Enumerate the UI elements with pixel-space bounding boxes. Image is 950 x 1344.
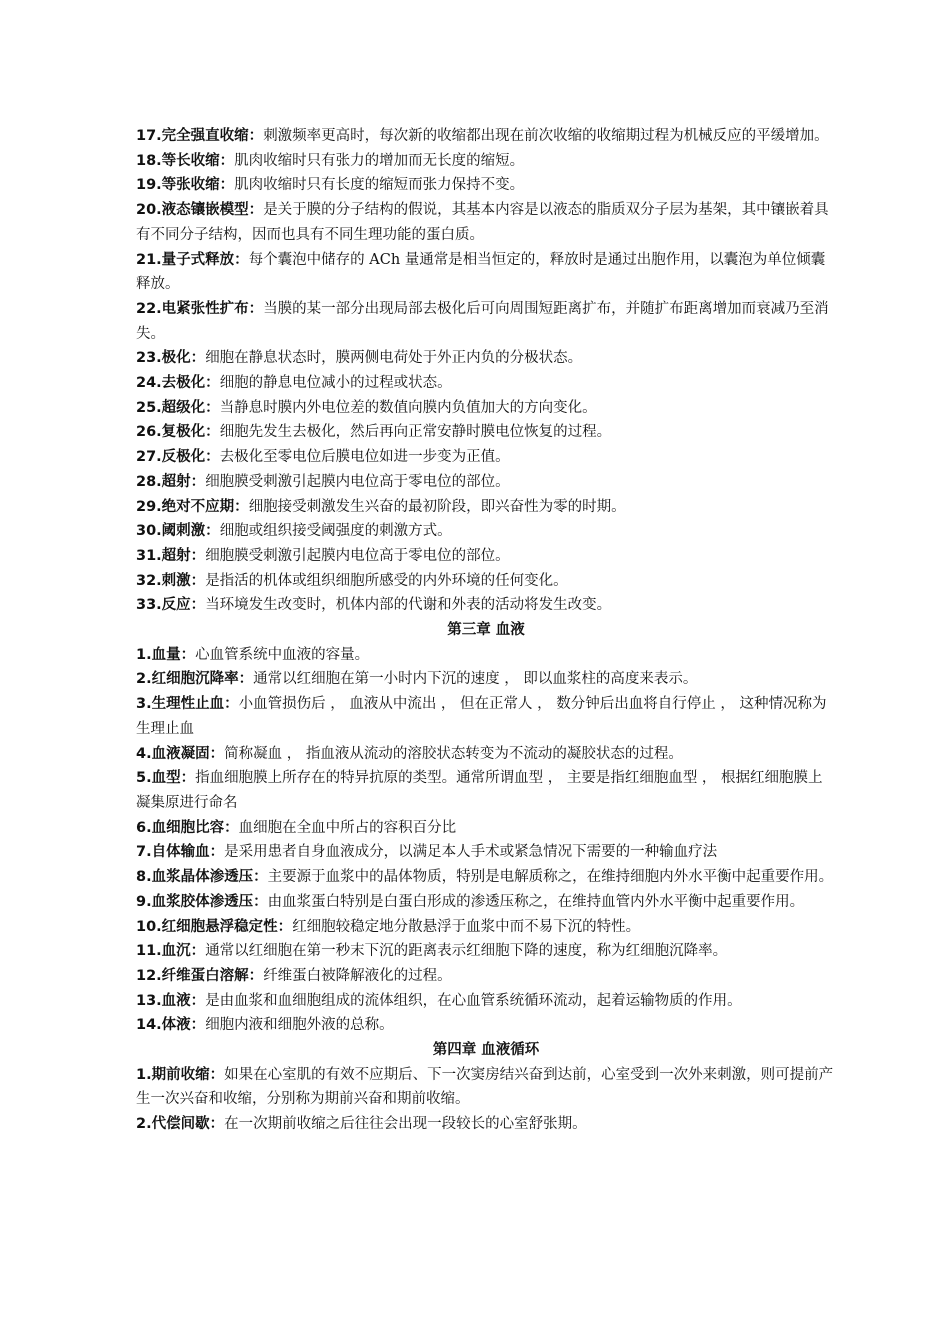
definition-text: 细胞的静息电位减小的过程或状态。 [219, 375, 452, 392]
term-label: 26.复极化： [136, 424, 220, 441]
definition-text: 每个囊泡中储存的 ACh 量通常是相当恒定的，释放时是通过出胞作用，以囊泡为单位倾囊释放。 [136, 251, 826, 293]
term-label: 9.血浆胶体渗透压： [136, 893, 268, 910]
definition-text: 肌肉收缩时只有长度的缩短而张力保持不变。 [234, 177, 525, 194]
term-label: 23.极化： [136, 350, 206, 367]
term-label: 17.完全强直收缩： [136, 128, 264, 144]
definition-entry [136, 124, 836, 149]
definition-entry [136, 1013, 836, 1038]
term-label: 19.等张收缩： [136, 177, 235, 194]
definition-entry [136, 742, 836, 767]
term-label: 33.反应： [136, 597, 206, 614]
definition-text: 纤维蛋白被降解液化的过程。 [263, 967, 452, 984]
definition-text: 心血管系统中血液的容量。 [195, 646, 370, 663]
definition-entry [136, 544, 836, 569]
chapter-heading: 第三章 血液 [447, 622, 525, 639]
definition-entry [136, 420, 836, 445]
definition-entry [136, 865, 836, 890]
definition-entry [136, 939, 836, 964]
term-label: 25.超级化： [136, 399, 220, 416]
term-label: 14.体液： [136, 1017, 206, 1034]
definition-entry [136, 915, 836, 940]
definition-text: 细胞内液和细胞外液的总称。 [205, 1017, 394, 1034]
definition-text: 指血细胞膜上所存在的特异抗原的类型。通常所谓血型 ， 主要是指红细胞血型 ， 根据红细胞膜上凝集原进行命名 [136, 770, 823, 811]
definition-text: 当环境发生改变时，机体内部的代谢和外表的活动将发生改变。 [205, 597, 612, 614]
definition-entry [136, 766, 836, 815]
definition-entry [136, 445, 836, 470]
definition-entry [136, 519, 836, 544]
definition-text: 小血管损伤后 ， 血液从中流出 ， 但在正常人 ， 数分钟后出血将自行停止 ， 这种情况称为生理止血 [136, 696, 827, 737]
term-label: 6.血细胞比容： [136, 819, 239, 836]
term-label: 8.血浆晶体渗透压： [136, 869, 268, 886]
definition-text: 主要源于血浆中的晶体物质，特别是电解质称之，在维持细胞内外水平衡中起重要作用。 [267, 869, 834, 886]
definition-entry [136, 495, 836, 520]
definition-text: 细胞先发生去极化，然后再向正常安静时膜电位恢复的过程。 [219, 424, 612, 441]
term-label: 30.阈刺激： [136, 523, 220, 540]
definition-entry [136, 667, 836, 692]
definition-entry [136, 692, 836, 741]
term-label: 1.血量： [136, 646, 196, 663]
term-label: 21.量子式释放： [136, 251, 249, 268]
definition-text: 是采用患者自身血液成分，以满足本人手术或紧急情况下需要的一种输血疗法 [224, 844, 718, 861]
chapter-heading: 第四章 血液循环 [432, 1042, 540, 1059]
definition-text: 是关于膜的分子结构的假说，其基本内容是以液态的脂质双分子层为基架，其中镶嵌着具有不同分子结构，因而也具有不同生理功能的蛋白质。 [136, 202, 829, 243]
document-page [136, 124, 836, 1137]
definition-text: 刺激频率更高时，每次新的收缩都出现在前次收缩的收缩期过程为机械反应的平缓增加。 [263, 128, 829, 144]
definition-text: 在一次期前收缩之后往往会出现一段较长的心室舒张期。 [224, 1116, 587, 1133]
definition-entry [136, 396, 836, 421]
definition-entry [136, 470, 836, 495]
definition-text: 如果在心室肌的有效不应期后、下一次窦房结兴奋到达前，心室受到一次外来刺激，则可提前产生一次兴奋和收缩，分别称为期前兴奋和期前收缩。 [136, 1066, 834, 1108]
definition-entry [136, 643, 836, 668]
term-label: 28.超射： [136, 473, 206, 490]
definition-text: 细胞膜受刺激引起膜内电位高于零电位的部位。 [205, 473, 510, 490]
term-label: 20.液态镶嵌模型： [136, 202, 264, 219]
definition-entry [136, 569, 836, 594]
term-label: 10.红细胞悬浮稳定性： [136, 918, 293, 935]
definition-entry [136, 989, 836, 1014]
definition-entry [136, 371, 836, 396]
definition-text: 通常以红细胞在第一秒末下沉的距离表示红细胞下降的速度，称为红细胞沉降率。 [205, 943, 728, 960]
term-label: 32.刺激： [136, 572, 206, 589]
term-label: 7.自体输血： [136, 844, 225, 861]
definition-text: 去极化至零电位后膜电位如进一步变为正值。 [219, 449, 510, 466]
definition-text: 简称凝血 ， 指血液从流动的溶胶状态转变为不流动的凝胶状态的过程。 [224, 745, 683, 762]
definition-entry [136, 840, 836, 865]
definition-text: 是指活的机体或组织细胞所感受的内外环境的任何变化。 [205, 572, 568, 589]
definition-text: 红细胞较稳定地分散悬浮于血浆中而不易下沉的特性。 [292, 918, 641, 935]
definition-text: 细胞或组织接受阈强度的刺激方式。 [219, 523, 452, 540]
term-label: 4.血液凝固： [136, 745, 225, 762]
definition-entry [136, 248, 836, 297]
definition-entry [136, 816, 836, 841]
definition-text: 通常以红细胞在第一小时内下沉的速度 ， 即以血浆柱的高度来表示。 [253, 671, 698, 688]
definition-text: 当膜的某一部分出现局部去极化后可向周围短距离扩布，并随扩布距离增加而衰减乃至消失。 [136, 300, 829, 342]
term-label: 27.反极化： [136, 449, 220, 466]
term-label: 11.血沉： [136, 943, 206, 960]
definition-entry [136, 593, 836, 618]
term-label: 2.代偿间歇： [136, 1116, 225, 1133]
definition-text: 细胞膜受刺激引起膜内电位高于零电位的部位。 [205, 547, 510, 564]
definition-text: 细胞在静息状态时，膜两侧电荷处于外正内负的分极状态。 [205, 350, 583, 367]
definition-text: 血细胞在全血中所占的容积百分比 [238, 819, 457, 836]
term-label: 31.超射： [136, 547, 206, 564]
definition-text: 由血浆蛋白特别是白蛋白形成的渗透压称之，在维持血管内外水平衡中起重要作用。 [267, 893, 805, 910]
definition-entry [136, 173, 836, 198]
term-label: 29.绝对不应期： [136, 498, 249, 515]
definition-entry [136, 346, 836, 371]
term-label: 12.纤维蛋白溶解： [136, 967, 264, 984]
term-label: 2.红细胞沉降率： [136, 671, 254, 688]
definition-entry [136, 1063, 836, 1112]
definition-entry [136, 149, 836, 174]
term-label: 18.等长收缩： [136, 152, 235, 169]
definition-text: 肌肉收缩时只有张力的增加而无长度的缩短。 [234, 152, 525, 169]
term-label: 1.期前收缩： [136, 1066, 225, 1083]
term-label: 24.去极化： [136, 375, 220, 392]
term-label: 13.血液： [136, 992, 206, 1009]
definition-entry [136, 1112, 836, 1137]
definition-entry [136, 890, 836, 915]
term-label: 3.生理性止血： [136, 696, 239, 713]
definition-entry [136, 198, 836, 247]
definition-text: 细胞接受刺激发生兴奋的最初阶段，即兴奋性为零的时期。 [248, 498, 626, 515]
definition-entry [136, 297, 836, 346]
term-label: 22.电紧张性扩布： [136, 300, 264, 317]
definition-entry [136, 964, 836, 989]
term-label: 5.血型： [136, 770, 196, 787]
definition-text: 是由血浆和血细胞组成的流体组织，在心血管系统循环流动，起着运输物质的作用。 [205, 992, 742, 1009]
definition-text: 当静息时膜内外电位差的数值向膜内负值加大的方向变化。 [219, 399, 597, 416]
